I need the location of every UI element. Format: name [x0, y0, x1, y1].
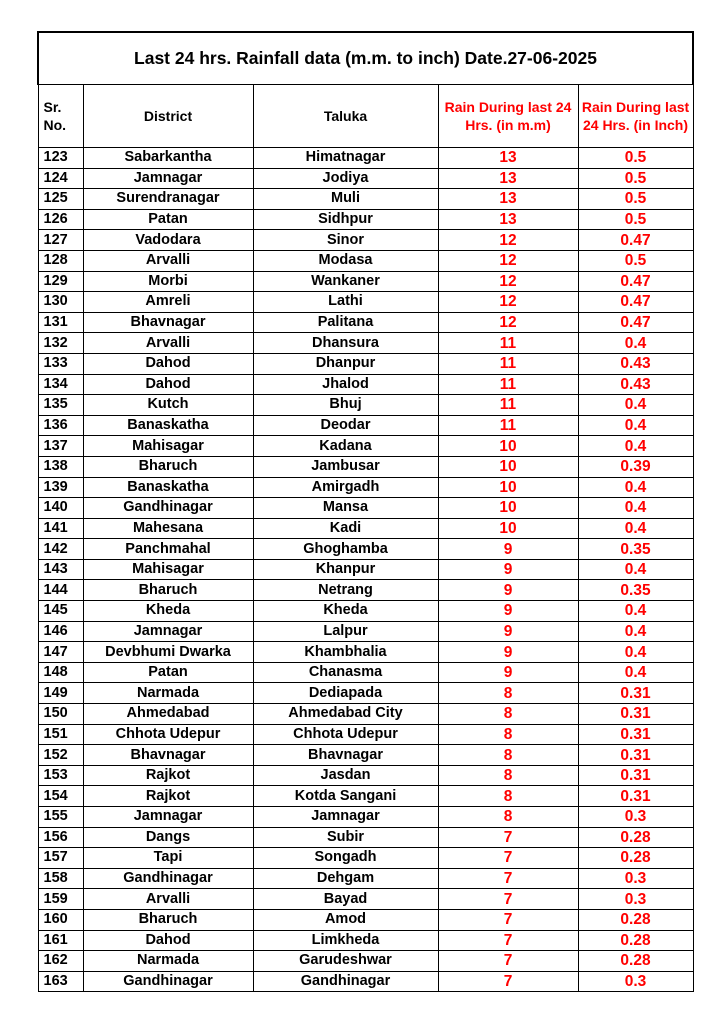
sr-no-cell: 132	[38, 333, 83, 354]
table-row	[38, 683, 693, 704]
taluka-cell: Jodiya	[253, 168, 438, 189]
sr-no-cell: 152	[38, 745, 83, 766]
rain-mm-cell: 8	[438, 724, 578, 745]
rain-inch-cell: 0.3	[578, 807, 693, 828]
rain-inch-cell: 0.31	[578, 745, 693, 766]
taluka-cell: Chhota Udepur	[253, 724, 438, 745]
rain-mm-cell: 10	[438, 477, 578, 498]
header-taluka: Taluka	[253, 85, 438, 148]
taluka-cell: Bhuj	[253, 395, 438, 416]
taluka-cell: Jhalod	[253, 374, 438, 395]
table-row	[38, 168, 693, 189]
taluka-cell: Ghoghamba	[253, 539, 438, 560]
table-row	[38, 189, 693, 210]
table-row	[38, 415, 693, 436]
rain-inch-cell: 0.35	[578, 580, 693, 601]
sr-no-cell: 158	[38, 868, 83, 889]
table-row	[38, 621, 693, 642]
rain-mm-cell: 8	[438, 704, 578, 725]
sr-no-cell: 149	[38, 683, 83, 704]
taluka-cell: Palitana	[253, 312, 438, 333]
sr-no-cell: 153	[38, 765, 83, 786]
district-cell: Bhavnagar	[83, 312, 253, 333]
rain-mm-cell: 11	[438, 395, 578, 416]
district-cell: Dahod	[83, 374, 253, 395]
rain-mm-cell: 7	[438, 827, 578, 848]
rain-mm-cell: 9	[438, 559, 578, 580]
taluka-cell: Deodar	[253, 415, 438, 436]
sr-no-cell: 123	[38, 148, 83, 169]
rain-inch-cell: 0.4	[578, 662, 693, 683]
sr-no-cell: 156	[38, 827, 83, 848]
rain-inch-cell: 0.47	[578, 312, 693, 333]
taluka-cell: Amod	[253, 909, 438, 930]
district-cell: Vadodara	[83, 230, 253, 251]
rain-inch-cell: 0.43	[578, 353, 693, 374]
sr-no-cell: 136	[38, 415, 83, 436]
sr-no-cell: 143	[38, 559, 83, 580]
rain-mm-cell: 10	[438, 518, 578, 539]
sr-no-cell: 124	[38, 168, 83, 189]
table-row	[38, 436, 693, 457]
rain-inch-cell: 0.4	[578, 621, 693, 642]
district-cell: Mahisagar	[83, 559, 253, 580]
rain-inch-cell: 0.4	[578, 498, 693, 519]
district-cell: Rajkot	[83, 786, 253, 807]
sr-no-cell: 131	[38, 312, 83, 333]
taluka-cell: Dhansura	[253, 333, 438, 354]
district-cell: Rajkot	[83, 765, 253, 786]
taluka-cell: Bhavnagar	[253, 745, 438, 766]
rain-mm-cell: 12	[438, 271, 578, 292]
taluka-cell: Kadi	[253, 518, 438, 539]
taluka-cell: Amirgadh	[253, 477, 438, 498]
taluka-cell: Netrang	[253, 580, 438, 601]
table-row	[38, 477, 693, 498]
rain-inch-cell: 0.3	[578, 971, 693, 992]
taluka-cell: Jamnagar	[253, 807, 438, 828]
district-cell: Gandhinagar	[83, 971, 253, 992]
rain-inch-cell: 0.5	[578, 189, 693, 210]
rain-inch-cell: 0.47	[578, 230, 693, 251]
table-row	[38, 724, 693, 745]
district-cell: Jamnagar	[83, 807, 253, 828]
district-cell: Dahod	[83, 930, 253, 951]
district-cell: Banaskatha	[83, 415, 253, 436]
taluka-cell: Himatnagar	[253, 148, 438, 169]
table-row	[38, 765, 693, 786]
rain-mm-cell: 12	[438, 292, 578, 313]
rain-mm-cell: 7	[438, 930, 578, 951]
rain-inch-cell: 0.43	[578, 374, 693, 395]
rain-mm-cell: 13	[438, 168, 578, 189]
district-cell: Kheda	[83, 601, 253, 622]
district-cell: Bharuch	[83, 580, 253, 601]
taluka-cell: Dhanpur	[253, 353, 438, 374]
rain-inch-cell: 0.28	[578, 909, 693, 930]
district-cell: Morbi	[83, 271, 253, 292]
sr-no-cell: 134	[38, 374, 83, 395]
table-row	[38, 786, 693, 807]
table-row	[38, 456, 693, 477]
table-row	[38, 601, 693, 622]
sr-no-cell: 163	[38, 971, 83, 992]
taluka-cell: Lathi	[253, 292, 438, 313]
table-row	[38, 148, 693, 169]
table-row	[38, 230, 693, 251]
sr-no-cell: 130	[38, 292, 83, 313]
sr-no-cell: 146	[38, 621, 83, 642]
taluka-cell: Subir	[253, 827, 438, 848]
rain-inch-cell: 0.31	[578, 704, 693, 725]
taluka-cell: Khanpur	[253, 559, 438, 580]
table-row	[38, 807, 693, 828]
district-cell: Sabarkantha	[83, 148, 253, 169]
rain-mm-cell: 10	[438, 498, 578, 519]
table-row	[38, 518, 693, 539]
rain-mm-cell: 7	[438, 889, 578, 910]
district-cell: Arvalli	[83, 250, 253, 271]
sr-no-cell: 126	[38, 209, 83, 230]
taluka-cell: Bayad	[253, 889, 438, 910]
rain-mm-cell: 12	[438, 250, 578, 271]
rain-inch-cell: 0.28	[578, 930, 693, 951]
rain-mm-cell: 11	[438, 415, 578, 436]
table-row	[38, 951, 693, 972]
taluka-cell: Songadh	[253, 848, 438, 869]
rain-inch-cell: 0.28	[578, 951, 693, 972]
rainfall-table	[37, 31, 694, 992]
table-row	[38, 704, 693, 725]
table-row	[38, 250, 693, 271]
district-cell: Narmada	[83, 951, 253, 972]
rain-inch-cell: 0.28	[578, 848, 693, 869]
taluka-cell: Muli	[253, 189, 438, 210]
sr-no-cell: 138	[38, 456, 83, 477]
taluka-cell: Mansa	[253, 498, 438, 519]
rain-inch-cell: 0.4	[578, 477, 693, 498]
table-row	[38, 848, 693, 869]
district-cell: Tapi	[83, 848, 253, 869]
rain-inch-cell: 0.3	[578, 889, 693, 910]
table-row	[38, 909, 693, 930]
district-cell: Kutch	[83, 395, 253, 416]
header-sr-no: Sr. No.	[38, 85, 83, 148]
rain-inch-cell: 0.31	[578, 765, 693, 786]
rain-inch-cell: 0.3	[578, 868, 693, 889]
header-district: District	[83, 85, 253, 148]
sr-no-cell: 139	[38, 477, 83, 498]
rain-inch-cell: 0.31	[578, 724, 693, 745]
rain-mm-cell: 8	[438, 745, 578, 766]
sr-no-cell: 160	[38, 909, 83, 930]
table-body	[38, 148, 693, 992]
taluka-cell: Khambhalia	[253, 642, 438, 663]
rain-inch-cell: 0.5	[578, 250, 693, 271]
rain-mm-cell: 10	[438, 436, 578, 457]
sr-no-cell: 150	[38, 704, 83, 725]
rain-inch-cell: 0.28	[578, 827, 693, 848]
rain-mm-cell: 8	[438, 765, 578, 786]
rain-inch-cell: 0.4	[578, 559, 693, 580]
district-cell: Ahmedabad	[83, 704, 253, 725]
rain-inch-cell: 0.4	[578, 601, 693, 622]
sr-no-cell: 127	[38, 230, 83, 251]
sr-no-cell: 151	[38, 724, 83, 745]
rain-inch-cell: 0.35	[578, 539, 693, 560]
district-cell: Surendranagar	[83, 189, 253, 210]
table-title: Last 24 hrs. Rainfall data (m.m. to inch) Date.27-06-2025	[38, 32, 693, 85]
sr-no-cell: 137	[38, 436, 83, 457]
district-cell: Jamnagar	[83, 168, 253, 189]
rain-inch-cell: 0.4	[578, 395, 693, 416]
taluka-cell: Lalpur	[253, 621, 438, 642]
district-cell: Gandhinagar	[83, 498, 253, 519]
table-row	[38, 539, 693, 560]
sr-no-cell: 128	[38, 250, 83, 271]
table-row	[38, 827, 693, 848]
sr-no-cell: 144	[38, 580, 83, 601]
district-cell: Dangs	[83, 827, 253, 848]
district-cell: Arvalli	[83, 889, 253, 910]
taluka-cell: Jasdan	[253, 765, 438, 786]
district-cell: Bharuch	[83, 909, 253, 930]
rain-inch-cell: 0.4	[578, 415, 693, 436]
table-row	[38, 559, 693, 580]
taluka-cell: Dehgam	[253, 868, 438, 889]
table-row	[38, 312, 693, 333]
sr-no-cell: 159	[38, 889, 83, 910]
rain-mm-cell: 12	[438, 230, 578, 251]
sr-no-cell: 155	[38, 807, 83, 828]
table-row	[38, 395, 693, 416]
sr-no-cell: 157	[38, 848, 83, 869]
district-cell: Banaskatha	[83, 477, 253, 498]
header-rain-inch: Rain During last 24 Hrs. (in Inch)	[578, 85, 693, 148]
rain-inch-cell: 0.39	[578, 456, 693, 477]
taluka-cell: Jambusar	[253, 456, 438, 477]
table-row	[38, 209, 693, 230]
rain-mm-cell: 9	[438, 621, 578, 642]
district-cell: Mahisagar	[83, 436, 253, 457]
sr-no-cell: 142	[38, 539, 83, 560]
sr-no-cell: 161	[38, 930, 83, 951]
district-cell: Mahesana	[83, 518, 253, 539]
rain-mm-cell: 13	[438, 148, 578, 169]
sr-no-cell: 125	[38, 189, 83, 210]
table-row	[38, 971, 693, 992]
taluka-cell: Chanasma	[253, 662, 438, 683]
rain-inch-cell: 0.47	[578, 271, 693, 292]
district-cell: Devbhumi Dwarka	[83, 642, 253, 663]
rain-inch-cell: 0.4	[578, 333, 693, 354]
taluka-cell: Kadana	[253, 436, 438, 457]
district-cell: Panchmahal	[83, 539, 253, 560]
sr-no-cell: 147	[38, 642, 83, 663]
rain-mm-cell: 9	[438, 580, 578, 601]
table-row	[38, 745, 693, 766]
table-row	[38, 292, 693, 313]
taluka-cell: Dediapada	[253, 683, 438, 704]
rain-mm-cell: 8	[438, 807, 578, 828]
taluka-cell: Wankaner	[253, 271, 438, 292]
rain-mm-cell: 7	[438, 848, 578, 869]
rain-inch-cell: 0.5	[578, 148, 693, 169]
rain-mm-cell: 7	[438, 868, 578, 889]
sr-no-cell: 133	[38, 353, 83, 374]
rain-mm-cell: 9	[438, 539, 578, 560]
rain-mm-cell: 9	[438, 642, 578, 663]
rain-mm-cell: 13	[438, 189, 578, 210]
rain-mm-cell: 8	[438, 786, 578, 807]
sr-no-cell: 154	[38, 786, 83, 807]
table-row	[38, 333, 693, 354]
rain-inch-cell: 0.5	[578, 168, 693, 189]
district-cell: Bhavnagar	[83, 745, 253, 766]
sr-no-cell: 140	[38, 498, 83, 519]
district-cell: Narmada	[83, 683, 253, 704]
district-cell: Jamnagar	[83, 621, 253, 642]
sr-no-cell: 129	[38, 271, 83, 292]
rain-inch-cell: 0.31	[578, 683, 693, 704]
table-row	[38, 374, 693, 395]
rain-mm-cell: 12	[438, 312, 578, 333]
rain-mm-cell: 7	[438, 951, 578, 972]
taluka-cell: Limkheda	[253, 930, 438, 951]
table-row	[38, 580, 693, 601]
rain-inch-cell: 0.47	[578, 292, 693, 313]
rain-inch-cell: 0.31	[578, 786, 693, 807]
table-row	[38, 353, 693, 374]
rain-mm-cell: 9	[438, 662, 578, 683]
taluka-cell: Ahmedabad City	[253, 704, 438, 725]
taluka-cell: Gandhinagar	[253, 971, 438, 992]
rain-mm-cell: 9	[438, 601, 578, 622]
sr-no-cell: 148	[38, 662, 83, 683]
rain-inch-cell: 0.4	[578, 436, 693, 457]
district-cell: Patan	[83, 662, 253, 683]
rain-mm-cell: 8	[438, 683, 578, 704]
district-cell: Arvalli	[83, 333, 253, 354]
district-cell: Chhota Udepur	[83, 724, 253, 745]
district-cell: Gandhinagar	[83, 868, 253, 889]
sr-no-cell: 141	[38, 518, 83, 539]
taluka-cell: Kotda Sangani	[253, 786, 438, 807]
sr-no-cell: 145	[38, 601, 83, 622]
table-row	[38, 642, 693, 663]
taluka-cell: Garudeshwar	[253, 951, 438, 972]
table-row	[38, 930, 693, 951]
table-row	[38, 498, 693, 519]
table-row	[38, 271, 693, 292]
district-cell: Patan	[83, 209, 253, 230]
rain-mm-cell: 11	[438, 353, 578, 374]
rain-mm-cell: 11	[438, 333, 578, 354]
rain-mm-cell: 7	[438, 971, 578, 992]
sr-no-cell: 135	[38, 395, 83, 416]
table-row	[38, 868, 693, 889]
sr-no-cell: 162	[38, 951, 83, 972]
taluka-cell: Sinor	[253, 230, 438, 251]
rain-inch-cell: 0.4	[578, 642, 693, 663]
table-row	[38, 889, 693, 910]
rain-mm-cell: 13	[438, 209, 578, 230]
district-cell: Bharuch	[83, 456, 253, 477]
taluka-cell: Modasa	[253, 250, 438, 271]
taluka-cell: Sidhpur	[253, 209, 438, 230]
header-rain-mm: Rain During last 24 Hrs. (in m.m)	[438, 85, 578, 148]
district-cell: Amreli	[83, 292, 253, 313]
district-cell: Dahod	[83, 353, 253, 374]
taluka-cell: Kheda	[253, 601, 438, 622]
rain-mm-cell: 11	[438, 374, 578, 395]
rain-mm-cell: 10	[438, 456, 578, 477]
rain-inch-cell: 0.5	[578, 209, 693, 230]
rain-mm-cell: 7	[438, 909, 578, 930]
table-row	[38, 662, 693, 683]
rain-inch-cell: 0.4	[578, 518, 693, 539]
